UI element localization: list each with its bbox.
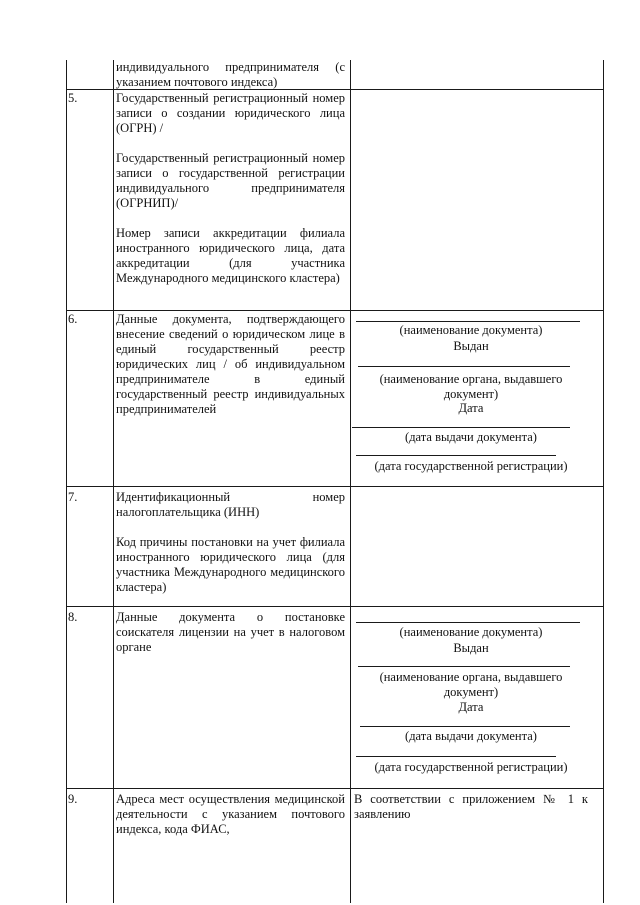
row-description-text: Государственный регистрационный номер записи о создании юридического лица (ОГРН) / xyxy=(116,91,345,135)
blank-line-issue-date xyxy=(360,726,570,727)
row-number: 8. xyxy=(68,610,78,624)
row-description-text: Данные документа о постановке соискателя лицензии на учет в налоговом органе xyxy=(116,610,345,654)
caption-issue-date: (дата выдачи документа) xyxy=(405,729,537,743)
blank-line-issuer xyxy=(358,366,570,367)
row-description-text: Номер записи аккредитации филиала иностранного юридического лица, дата аккредитации (для участника Международного медицинского кластера) xyxy=(116,226,345,285)
row-description xyxy=(116,490,345,595)
table-column-divider-2 xyxy=(350,60,351,903)
row-number: 6. xyxy=(68,312,78,326)
row-description xyxy=(116,60,345,90)
caption-reg-date: (дата государственной регистрации) xyxy=(374,459,568,473)
row-description xyxy=(116,610,345,655)
row-number: 5. xyxy=(68,91,78,105)
table-column-divider-1 xyxy=(113,60,114,903)
blank-line-reg-date xyxy=(356,455,556,456)
label-date: Дата xyxy=(458,700,484,714)
caption-issuer: (наименование органа, выдавшего документ) xyxy=(379,670,563,699)
table-row-divider xyxy=(66,788,604,789)
row-description-text: Данные документа, подтверждающего внесение сведений о юридическом лице в единый государственный реестр юридических лиц / об индивидуальном предпринимателе в единый государственный реестр индивидуальных предпринимателей xyxy=(116,312,345,416)
label-issued: Выдан xyxy=(453,641,489,655)
blank-line-issuer xyxy=(358,666,570,667)
row-value: В соответствии с приложением № 1 к заявлению xyxy=(354,792,588,821)
row-description xyxy=(116,792,345,837)
table-border-left xyxy=(66,60,67,903)
row-description-text: индивидуального предпринимателя (с указанием почтового индекса) xyxy=(116,60,345,89)
caption-doc-name: (наименование документа) xyxy=(399,323,543,337)
caption-doc-name: (наименование документа) xyxy=(399,625,543,639)
table-row-divider xyxy=(66,606,604,607)
row-description xyxy=(116,91,345,286)
label-issued: Выдан xyxy=(453,339,489,353)
caption-issue-date: (дата выдачи документа) xyxy=(405,430,537,444)
caption-reg-date: (дата государственной регистрации) xyxy=(374,760,568,774)
row-description xyxy=(116,312,345,417)
table-border-right xyxy=(603,60,604,903)
row-number: 7. xyxy=(68,490,78,504)
table-row-divider xyxy=(66,486,604,487)
table-row-divider xyxy=(66,310,604,311)
row-description-text: Код причины постановки на учет филиала иностранного юридического лица (для участника Международного медицинского кластера) xyxy=(116,535,345,594)
blank-line-reg-date xyxy=(356,756,556,757)
row-description-text: Идентификационный номер налогоплательщика (ИНН) xyxy=(116,490,345,519)
row-description-text: Адреса мест осуществления медицинской деятельности с указанием почтового индекса, кода ФИАС, xyxy=(116,792,345,836)
row-number: 9. xyxy=(68,792,78,806)
blank-line-issue-date xyxy=(352,427,570,428)
caption-issuer: (наименование органа, выдавшего документ) xyxy=(379,372,563,401)
row-description-text: Государственный регистрационный номер записи о государственной регистрации индивидуального предпринимателя (ОГРНИП)/ xyxy=(116,151,345,210)
label-date: Дата xyxy=(458,401,484,415)
blank-line-doc-name xyxy=(356,622,580,623)
blank-line-doc-name xyxy=(356,321,580,322)
